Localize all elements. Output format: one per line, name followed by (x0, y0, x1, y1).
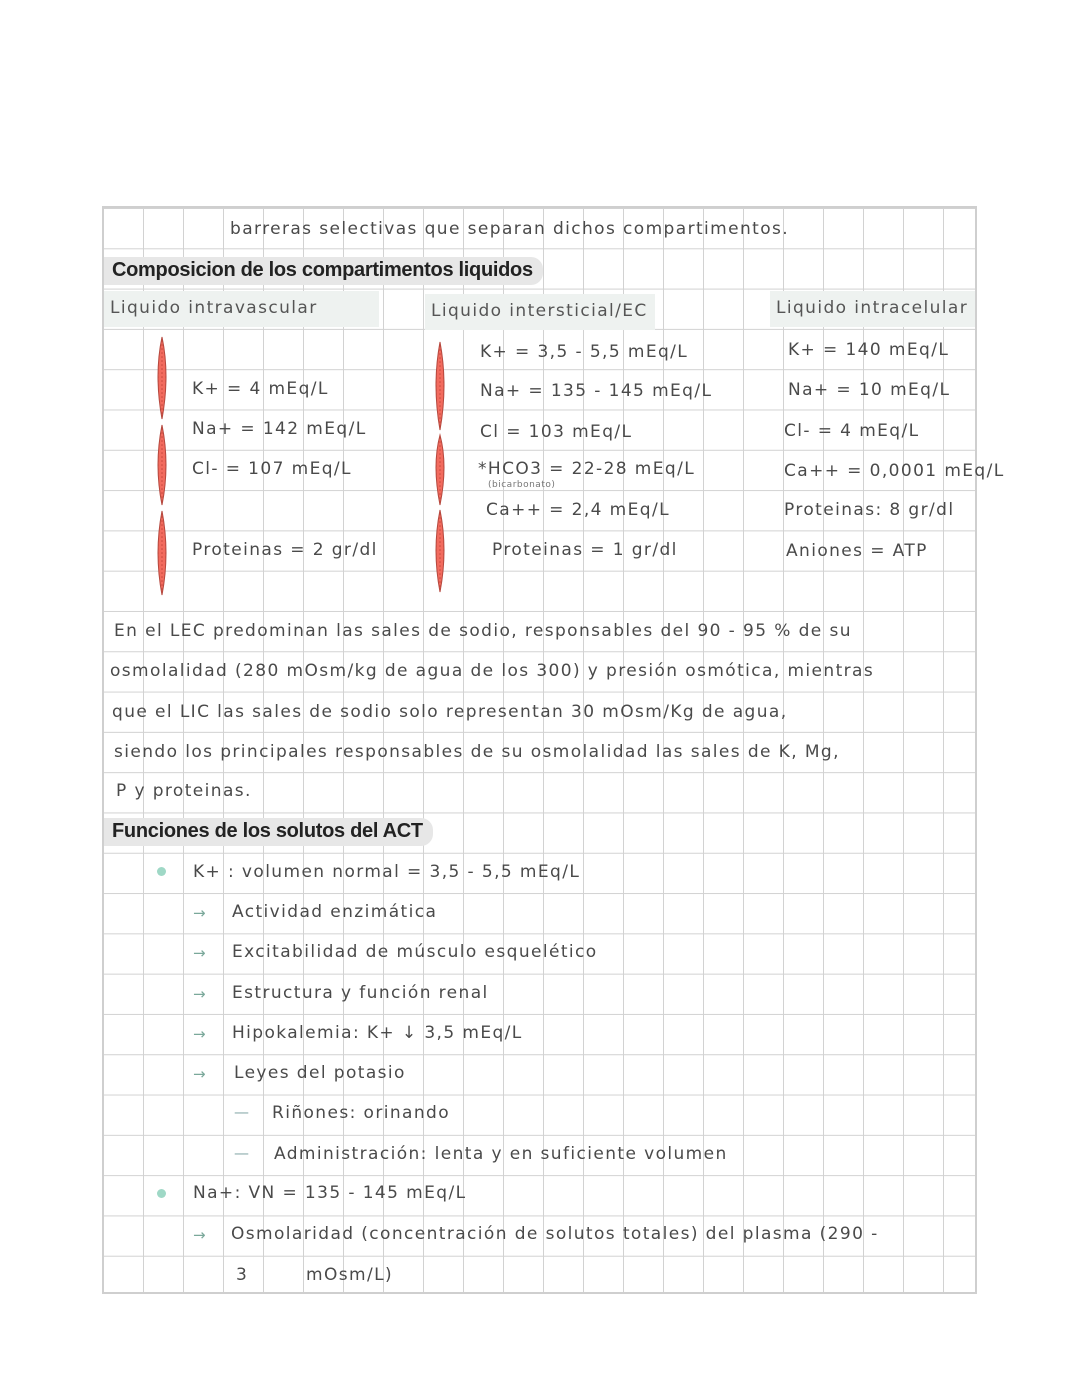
bullet-icon (157, 867, 166, 876)
paragraph-line: siendo los principales responsables de su osmolalidad las sales de K, Mg, (114, 742, 840, 762)
intracelular-anions: Aniones = ATP (786, 541, 928, 561)
column-header-intravascular: Liquido intravascular (104, 291, 379, 327)
intravascular-chloride: Cl- = 107 mEq/L (192, 459, 352, 479)
arrow-right-icon: → (193, 1226, 206, 1244)
dash-icon: — (234, 1144, 249, 1162)
column-header-intersticial: Liquido intersticial/EC (425, 294, 655, 330)
intracelular-calcium: Ca++ = 0,0001 mEq/L (784, 461, 1005, 481)
intravascular-sodium: Na+ = 142 mEq/L (192, 419, 367, 439)
intracelular-sodium: Na+ = 10 mEq/L (788, 380, 951, 400)
sodium-heading: Na+: VN = 135 - 145 mEq/L (193, 1183, 467, 1203)
potassium-item: Hipokalemia: K+ ↓ 3,5 mEq/L (232, 1023, 523, 1043)
column-header-intracelular: Liquido intracelular (770, 291, 975, 327)
intracelular-proteins: Proteinas: 8 gr/dl (784, 500, 955, 520)
intersticial-sodium: Na+ = 135 - 145 mEq/L (480, 381, 713, 401)
potassium-subitem: Riñones: orinando (272, 1103, 451, 1123)
bicarbonate-note: (bicarbonato) (488, 480, 556, 490)
potassium-heading: K+ : volumen normal = 3,5 - 5,5 mEq/L (193, 862, 581, 882)
paragraph-line: P y proteinas. (116, 781, 252, 801)
potassium-item: Actividad enzimática (232, 902, 438, 922)
section-heading-funciones: Funciones de los solutos del ACT (104, 818, 433, 846)
intracelular-potassium: K+ = 140 mEq/L (788, 340, 950, 360)
paragraph-line: En el LEC predominan las sales de sodio, responsables del 90 - 95 % de su (114, 621, 852, 641)
intersticial-proteins: Proteinas = 1 gr/dl (492, 540, 678, 560)
potassium-item: Estructura y función renal (232, 983, 489, 1003)
potassium-item: Leyes del potasio (234, 1063, 406, 1083)
dash-icon: — (234, 1103, 249, 1121)
paragraph-line: osmolalidad (280 mOsm/kg de agua de los 300) y presión osmótica, mientras (110, 661, 875, 681)
intro-line: barreras selectivas que separan dichos compartimentos. (230, 219, 790, 239)
intravascular-proteins: Proteinas = 2 gr/dl (192, 540, 378, 560)
bullet-icon (157, 1189, 166, 1198)
blood-vessel-illustration-left (152, 335, 172, 597)
arrow-right-icon: → (193, 904, 206, 922)
intravascular-potassium: K+ = 4 mEq/L (192, 379, 329, 399)
sodium-item: Osmolaridad (concentración de solutos totales) del plasma (290 - (231, 1224, 879, 1244)
arrow-right-icon: → (193, 1025, 206, 1043)
potassium-subitem: Administración: lenta y en suficiente volumen (274, 1144, 728, 1164)
sodium-item-continuation: 3 (236, 1265, 249, 1285)
intersticial-calcium: Ca++ = 2,4 mEq/L (486, 500, 670, 520)
intracelular-chloride: Cl- = 4 mEq/L (784, 421, 920, 441)
intersticial-potassium: K+ = 3,5 - 5,5 mEq/L (480, 342, 689, 362)
potassium-item: Excitabilidad de músculo esquelético (232, 942, 598, 962)
section-heading-composicion: Composicion de los compartimentos liquidos (104, 257, 543, 285)
intersticial-bicarbonate: *HCO3 = 22-28 mEq/L (478, 459, 696, 479)
intersticial-chloride: Cl = 103 mEq/L (480, 422, 633, 442)
arrow-right-icon: → (193, 1065, 206, 1083)
blood-vessel-illustration-middle (430, 340, 450, 595)
arrow-right-icon: → (193, 985, 206, 1003)
paragraph-line: que el LIC las sales de sodio solo representan 30 mOsm/Kg de agua, (112, 702, 788, 722)
arrow-right-icon: → (193, 944, 206, 962)
sodium-item-continuation-unit: mOsm/L) (306, 1265, 393, 1285)
